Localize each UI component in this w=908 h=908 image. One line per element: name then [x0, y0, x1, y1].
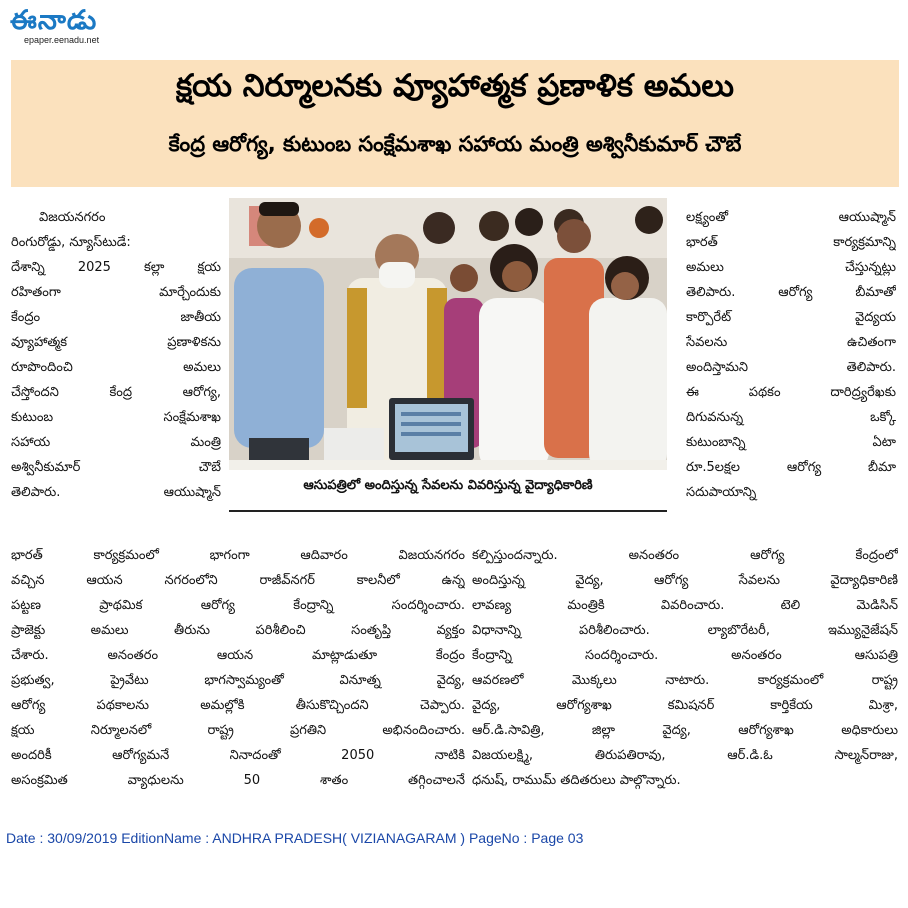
text-line: చేస్తోందని కేంద్ర ఆరోగ్య,	[11, 385, 221, 400]
text-line: రూ.5లక్షల ఆరోగ్య బీమా	[686, 460, 896, 475]
text-line: చేశారు. అనంతరం ఆయన మాట్లాడుతూ కేంద్రం	[11, 648, 465, 663]
text-line: విజయలక్ష్మి, తిరుపతిరావు, ఆర్.డి.ఓ సాల్మన్‌రాజు,	[472, 748, 898, 763]
text-line: భారత్ కార్యక్రమాన్ని	[686, 235, 896, 250]
text-line: పట్టణ ప్రాథమిక ఆరోగ్య కేంద్రాన్ని సందర్శించారు.	[11, 598, 465, 613]
text-line: ధనుష్, రాముమ్ తదితరులు పాల్గొన్నారు.	[472, 773, 681, 788]
article-right-column	[686, 205, 896, 505]
edition-footer: Date : 30/09/2019 EditionName : ANDHRA PRADESH( VIZIANAGARAM ) PageNo : Page 03	[6, 830, 584, 846]
text-line: అందరికీ ఆరోగ్యమనే నినాదంతో 2050 నాటికి	[11, 748, 465, 763]
headline-banner	[11, 60, 899, 187]
text-line: ఈ పథకం దారిద్ర్యరేఖకు	[686, 385, 896, 400]
photo-caption: ఆసుపత్రిలో అందిస్తున్న సేవలను వివరిస్తున్న వైద్యాధికారిణి	[303, 478, 593, 493]
text-line: సదుపాయాన్ని	[686, 485, 757, 500]
article-photo	[229, 198, 667, 470]
text-line: ఆవరణలో మొక్కలు నాటారు. కార్యక్రమంలో రాష్ట్ర	[472, 673, 898, 688]
text-line: వచ్చిన ఆయన నగరంలోని రాజీవ్‌నగర్ కాలనీలో ఉన్న	[11, 573, 465, 588]
article-bottom-left	[11, 543, 465, 793]
photo-illustration	[229, 198, 667, 470]
text-line: లక్ష్యంతో ఆయుష్మాన్	[686, 210, 896, 225]
logo-url[interactable]: epaper.eenadu.net	[24, 35, 100, 45]
article-left-column	[11, 205, 221, 505]
eenadu-logo[interactable]	[10, 4, 140, 54]
text-line: రూపొందించి అమలు	[11, 360, 221, 375]
text-line: దేశాన్ని 2025 కల్లా క్షయ	[11, 260, 221, 275]
text-line: తెలిపారు. ఆయుష్మాన్	[11, 485, 221, 500]
text-line: కార్పొరేట్ వైద్యయ	[686, 310, 896, 325]
text-line: వ్యూహాత్మక ప్రణాళికను	[11, 335, 221, 350]
text-line: అందిస్తామని తెలిపారు.	[686, 360, 896, 375]
text-line: సేవలను ఉచితంగా	[686, 335, 896, 350]
text-line: కుటుంబ సంక్షేమశాఖ	[11, 410, 221, 425]
text-line: కుటుంబాన్ని ఏటా	[686, 435, 896, 450]
text-line: ప్రాజెక్టు అమలు తీరును పరిశీలించి సంతృప్తి వ్యక్తం	[11, 623, 465, 638]
text-line: విధానాన్ని పరిశీలించారు. ల్యాబొరేటరీ, ఇమ్యునైజేషన్	[472, 623, 898, 638]
text-line: అందిస్తున్న వైద్య, ఆరోగ్య సేవలను వైద్యాధికారిణి	[472, 573, 898, 588]
text-line: ఆర్.డి.సావిత్రి, జిల్లా వైద్య, ఆరోగ్యశాఖ అధికారులు	[472, 723, 898, 738]
text-line: అమలు చేస్తున్నట్లు	[686, 260, 896, 275]
logo-wordmark: ఈనాడు	[10, 5, 98, 36]
text-line: అసంక్రమిత వ్యాధులను 50 శాతం తగ్గించాలనే	[11, 773, 465, 788]
text-line: విజయనగరం	[39, 210, 106, 225]
text-line: భారత్ కార్యక్రమంలో భాగంగా ఆదివారం విజయనగరం	[11, 548, 465, 563]
article-subheadline: కేంద్ర ఆరోగ్య, కుటుంబ సంక్షేమశాఖ సహాయ మంత్రి అశ్వినీకుమార్ చౌబే	[168, 132, 742, 156]
text-line: రహితంగా మార్చేందుకు	[11, 285, 221, 300]
text-line: ఆరోగ్య పథకాలను అమల్లోకి తీసుకొచ్చిందని చెప్పారు.	[11, 698, 465, 713]
text-line: కేంద్రాన్ని సందర్శించారు. అనంతరం ఆసుపత్రి	[472, 648, 898, 663]
text-line: వైద్య, ఆరోగ్యశాఖ కమిషనర్ కార్తికేయ మిశ్రా,	[472, 698, 898, 713]
text-line: క్షయ నిర్మూలనలో రాష్ట్ర ప్రగతిని అభినందించారు.	[11, 723, 465, 738]
text-line: కేంద్రం జాతీయ	[11, 310, 221, 325]
text-line: సహాయ మంత్రి	[11, 435, 221, 450]
article-headline: క్షయ నిర్మూలనకు వ్యూహాత్మక ప్రణాళిక అమలు	[175, 68, 735, 104]
text-line: ప్రభుత్వ, ప్రైవేటు భాగస్వామ్యంతో వినూత్న వైద్య,	[11, 673, 465, 688]
text-line: దిగువనున్న ఒక్కో	[686, 410, 896, 425]
text-line: రింగురోడ్డు, న్యూస్‌టుడే:	[11, 235, 131, 250]
caption-divider	[229, 510, 667, 512]
article-bottom-right	[472, 543, 898, 793]
text-line: లావణ్య మంత్రికి వివరించారు. టెలి మెడిసిన్	[472, 598, 898, 613]
text-line: అశ్వినీకుమార్ చౌబే	[11, 460, 221, 475]
text-line: తెలిపారు. ఆరోగ్య బీమాతో	[686, 285, 896, 300]
text-line: కల్పిస్తుందన్నారు. అనంతరం ఆరోగ్య కేంద్రంలో	[472, 548, 898, 563]
